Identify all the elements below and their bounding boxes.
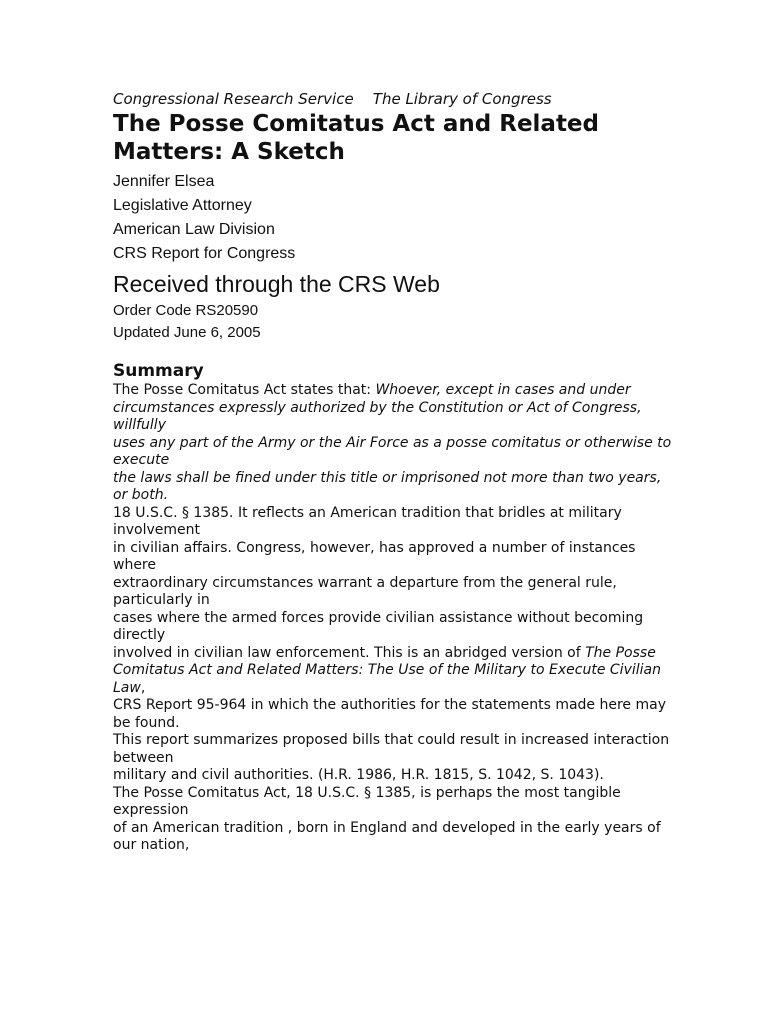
summary-text: CRS Report 95-964 in which the authorities for the statements made here may be found. bbox=[113, 697, 666, 731]
summary-text: cases where the armed forces provide civilian assistance without becoming directly bbox=[113, 609, 644, 643]
summary-text: , bbox=[140, 679, 146, 696]
cited-title: Comitatus Act and Related Matters: The Use of the Military to Execute Civilian Law bbox=[113, 662, 661, 696]
summary-body bbox=[113, 382, 673, 855]
summary-paragraph bbox=[113, 382, 673, 400]
summary-text: The Posse Comitatus Act, 18 U.S.C. § 1385, is perhaps the most tangible expression bbox=[113, 784, 621, 818]
summary-text: involved in civilian law enforcement. This is an abridged version of bbox=[113, 644, 586, 661]
author-name: Jennifer Elsea bbox=[113, 173, 215, 190]
quoted-text: Whoever, except in cases and under bbox=[375, 382, 631, 398]
summary-text: The Posse Comitatus Act states that: bbox=[113, 382, 376, 398]
quoted-text: the laws shall be fined under this title or imprisoned not more than two years, or both. bbox=[113, 469, 662, 503]
cited-title: The Posse bbox=[585, 644, 656, 661]
document-page bbox=[113, 90, 673, 855]
summary-text: 18 U.S.C. § 1385. It reflects an American tradition that bridles at military involvement bbox=[113, 504, 622, 538]
report-type: CRS Report for Congress bbox=[113, 245, 296, 262]
header-org: Congressional Research Service bbox=[113, 90, 354, 108]
quoted-text: uses any part of the Army or the Air Force as a posse comitatus or otherwise to execute bbox=[113, 434, 672, 468]
updated-date: Updated June 6, 2005 bbox=[113, 324, 261, 341]
summary-heading: Summary bbox=[113, 361, 204, 381]
summary-text: in civilian affairs. Congress, however, has approved a number of instances where bbox=[113, 539, 636, 573]
author-role: Legislative Attorney bbox=[113, 197, 252, 214]
summary-text: of an American tradition , born in England and developed in the early years of our nation, bbox=[113, 819, 661, 853]
summary-text: extraordinary circumstances warrant a departure from the general rule, particularly in bbox=[113, 574, 617, 608]
order-code: Order Code RS20590 bbox=[113, 302, 259, 319]
document-header bbox=[113, 90, 673, 108]
summary-text: military and civil authorities. (H.R. 1986, H.R. 1815, S. 1042, S. 1043). bbox=[113, 767, 604, 783]
summary-paragraph bbox=[113, 662, 673, 697]
quoted-text: circumstances expressly authorized by the Constitution or Act of Congress, willfully bbox=[113, 399, 642, 433]
summary-text: This report summarizes proposed bills that could result in increased interaction between bbox=[113, 732, 670, 766]
received-line: Received through the CRS Web bbox=[113, 271, 440, 297]
document-title: The Posse Comitatus Act and Related Matters: A Sketch bbox=[113, 111, 599, 165]
author-division: American Law Division bbox=[113, 221, 275, 238]
summary-paragraph bbox=[113, 645, 673, 663]
header-library: The Library of Congress bbox=[372, 90, 552, 108]
